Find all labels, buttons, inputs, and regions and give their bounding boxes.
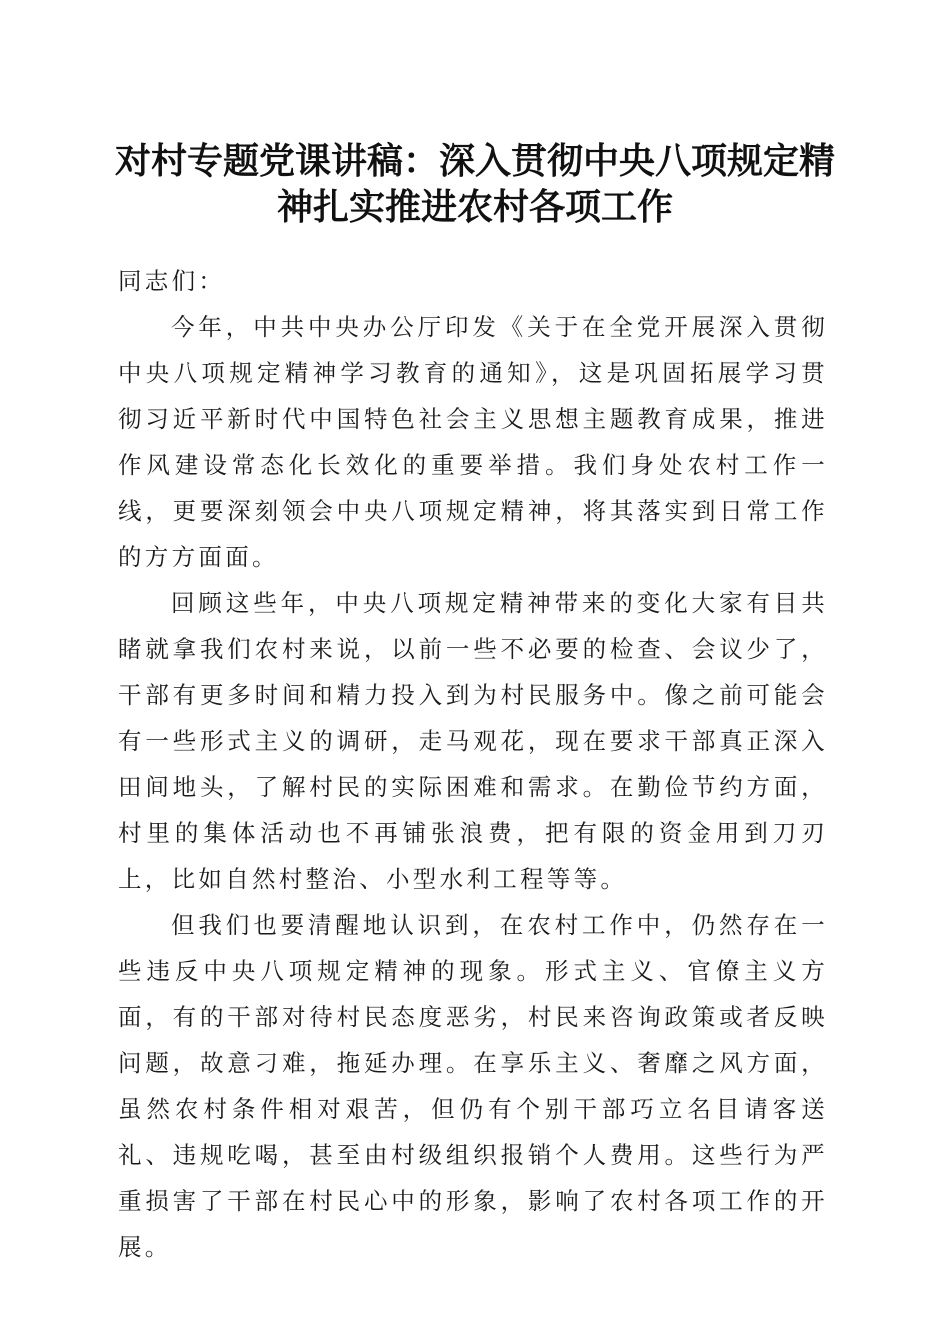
paragraph-3: 但我们也要清醒地认识到，在农村工作中，仍然存在一些违反中央八项规定精神的现象。形式主义、官僚主义方面，有的干部对待村民态度恶劣，村民来咨询政策或者反映问题，故意刁难，拖延办理。在享乐主义、奢靡之风方面，虽然农村条件相对艰苦，但仍有个别干部巧立名目请客送礼、违规吃喝，甚至由村级组织报销个人费用。这些行为严重损害了干部在村民心中的形象，影响了农村各项工作的开展。 bbox=[118, 911, 828, 1261]
paragraph-2: 回顾这些年，中央八项规定精神带来的变化大家有目共睹就拿我们农村来说，以前一些不必要的检查、会议少了，干部有更多时间和精力投入到为村民服务中。像之前可能会有一些形式主义的调研，走马观花，现在要求干部真正深入田间地头，了解村民的实际困难和需求。在勤俭节约方面，村里的集体活动也不再铺张浪费，把有限的资金用到刀刃上，比如自然村整治、小型水利工程等等。 bbox=[118, 589, 828, 893]
salutation: 同志们： bbox=[118, 267, 226, 295]
document-body bbox=[118, 258, 828, 1270]
document-title: 对村专题党课讲稿：深入贯彻中央八项规定精神扎实推进农村各项工作 bbox=[114, 140, 835, 228]
paragraph-1: 今年，中共中央办公厅印发《关于在全党开展深入贯彻中央八项规定精神学习教育的通知》，这是巩固拓展学习贯彻习近平新时代中国特色社会主义思想主题教育成果，推进作风建设常态化长效化的重要举措。我们身处农村工作一线，更要深刻领会中央八项规定精神，将其落实到日常工作的方方面面。 bbox=[118, 313, 828, 571]
